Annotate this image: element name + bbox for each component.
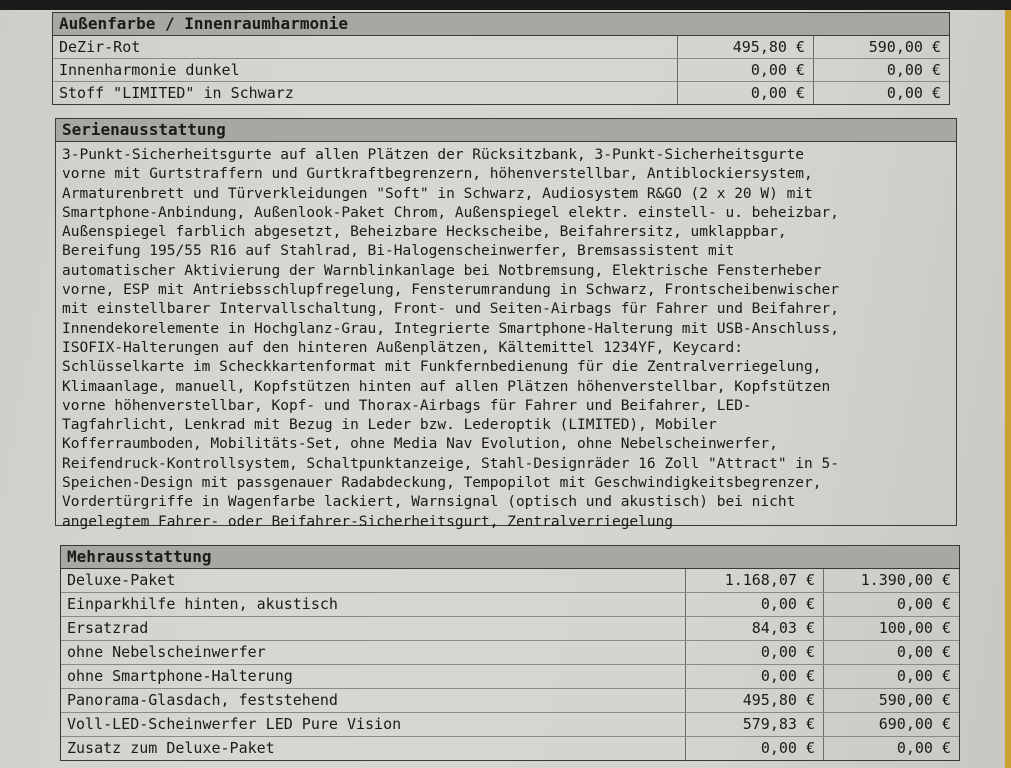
item-name: Stoff "LIMITED" in Schwarz [59, 84, 294, 102]
item-gross-price: 0,00 € [823, 737, 959, 760]
item-net-price: 1.168,07 € [685, 569, 823, 592]
item-name: Einparkhilfe hinten, akustisch [67, 595, 338, 613]
table-row [61, 736, 959, 760]
section-mehrausstattung [60, 545, 960, 761]
section-title-mehrausstattung: Mehrausstattung [61, 546, 959, 569]
yellow-folder-edge [1005, 10, 1011, 768]
item-gross-price: 100,00 € [823, 617, 959, 640]
item-name: ohne Smartphone-Halterung [67, 667, 293, 685]
item-name: Deluxe-Paket [67, 571, 176, 589]
item-net-price: 0,00 € [677, 82, 813, 104]
item-name: ohne Nebelscheinwerfer [67, 643, 266, 661]
item-gross-price: 590,00 € [813, 36, 949, 58]
section-title-aussenfarbe: Außenfarbe / Innenraumharmonie [53, 13, 949, 36]
item-name: Innenharmonie dunkel [59, 61, 240, 79]
item-name: Ersatzrad [67, 619, 149, 637]
section-serienausstattung [55, 118, 957, 530]
table-row [61, 712, 959, 736]
item-gross-price: 690,00 € [823, 713, 959, 736]
section-title-serienausstattung: Serienausstattung [56, 119, 956, 142]
item-gross-price: 0,00 € [823, 641, 959, 664]
table-row [53, 36, 949, 58]
standard-equipment-text: 3-Punkt-Sicherheitsgurte auf allen Plätzen der Rücksitzbank, 3-Punkt-Sicherheitsgurte vorne mit Gurtstraffern und Gurtkraftbegrenzern, höhenverstellbar, Antiblockiersystem, Armaturenbrett und Türverkleidungen "Soft" in Schwarz, Audiosystem R&GO (2 x 20 W) mit Smartphone-Anbindung, Außenlook-Paket Chrom, Außenspiegel elektr. einstell- u. beheizbar, Außenspiegel farblich abgesetzt, Beheizbare Heckscheibe, Beifahrersitz, umklappbar, Bereifung 195/55 R16 auf Stahlrad, Bi-Halogenscheinwerfer, Bremsassistent mit automatischer Aktivierung der Warnblinkanlage bei Notbremsung, Elektrische Fensterheber vorne, ESP mit Antriebsschlupfregelung, Fensterumrandung in Schwarz, Frontscheibenwischer mit einstellbarer Intervallschaltung, Front- und Seiten-Airbags für Fahrer und Beifahrer, Innendekorelemente in Hochglanz-Grau, Integrierte Smartphone-Halterung mit USB-Anschluss, ISOFIX-Halterungen auf den hinteren Außenplätzen, Kältemittel 1234YF, Keycard: Schlüsselkarte im Scheckkartenformat mit Funkfernbedienung für die Zentralverriegelung, Klimaanlage, manuell, Kopfstützen hinten auf allen Plätzen höhenverstellbar, Kopfstützen vorne höhenverstellbar, Kopf- und Thorax-Airbags für Fahrer und Beifahrer, LED- Tagfahrlicht, Lenkrad mit Bezug in Leder bzw. Lederoptik (LIMITED), Mobiler Kofferraumboden, Mobilitäts-Set, ohne Media Nav Evolution, ohne Nebelscheinwerfer, Reifendruck-Kontrollsystem, Schaltpunktanzeige, Stahl-Designräder 16 Zoll "Attract" in 5- Speichen-Design mit passgenauer Radabdeckung, Tempopilot mit Geschwindigkeitsbegrenzer, Vordertürgriffe in Wagenfarbe lackiert, Warnsignal (optisch und akustisch) bei nicht angelegtem Fahrer- oder Beifahrer-Sicherheitsgurt, Zentralverriegelung [62, 147, 839, 530]
item-name: Voll-LED-Scheinwerfer LED Pure Vision [67, 715, 402, 733]
table-row [53, 81, 949, 104]
table-row [61, 688, 959, 712]
item-name: DeZir-Rot [59, 38, 141, 56]
item-name: Panorama-Glasdach, feststehend [67, 691, 338, 709]
table-row [61, 616, 959, 640]
item-gross-price: 590,00 € [823, 689, 959, 712]
table-row [53, 58, 949, 81]
item-net-price: 0,00 € [677, 59, 813, 81]
table-row [61, 664, 959, 688]
item-net-price: 579,83 € [685, 713, 823, 736]
item-gross-price: 1.390,00 € [823, 569, 959, 592]
table-row [61, 640, 959, 664]
photo-dark-top [0, 0, 1011, 10]
item-gross-price: 0,00 € [813, 82, 949, 104]
table-row [61, 569, 959, 592]
item-name: Zusatz zum Deluxe-Paket [67, 739, 275, 757]
item-gross-price: 0,00 € [813, 59, 949, 81]
item-net-price: 0,00 € [685, 665, 823, 688]
item-net-price: 84,03 € [685, 617, 823, 640]
item-gross-price: 0,00 € [823, 665, 959, 688]
section-aussenfarbe [52, 12, 950, 105]
item-net-price: 0,00 € [685, 737, 823, 760]
item-gross-price: 0,00 € [823, 593, 959, 616]
item-net-price: 495,80 € [677, 36, 813, 58]
item-net-price: 495,80 € [685, 689, 823, 712]
item-net-price: 0,00 € [685, 641, 823, 664]
item-net-price: 0,00 € [685, 593, 823, 616]
table-row [61, 592, 959, 616]
